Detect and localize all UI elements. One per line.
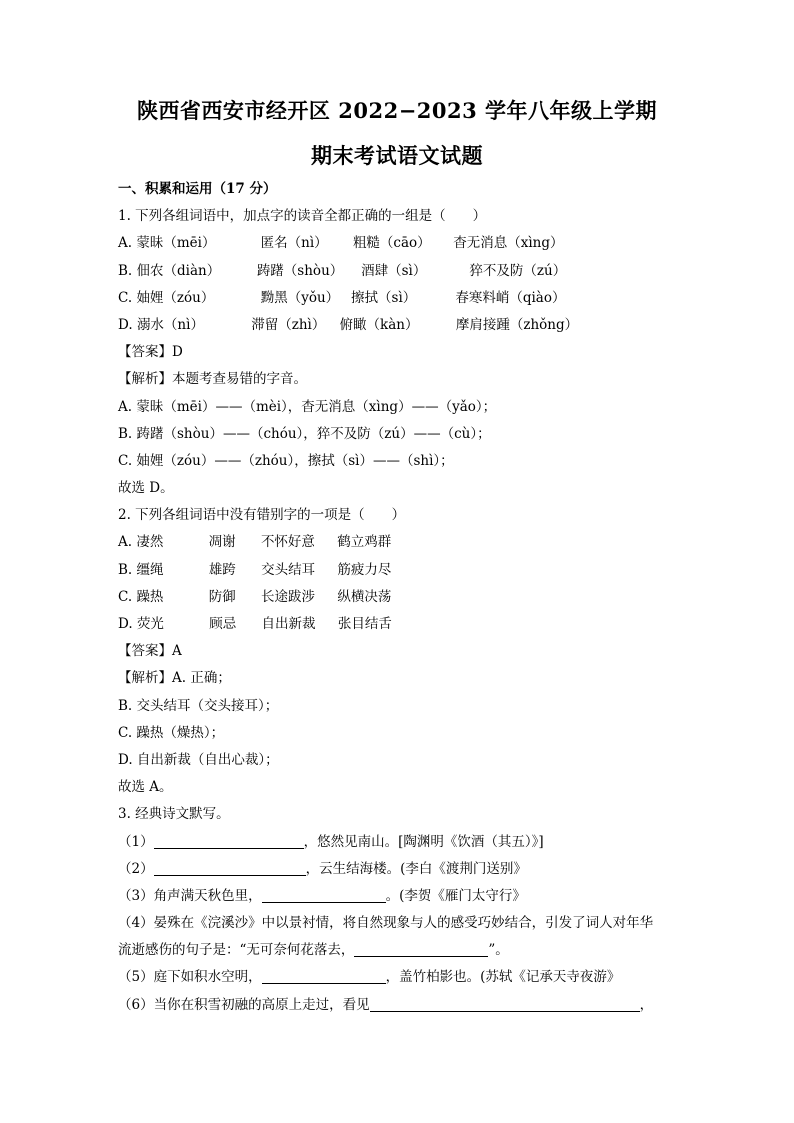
item-prefix: （2） (118, 860, 154, 877)
q2-analysis-line: 【解析】A. 正确； (118, 670, 231, 687)
q2-analysis-line: 故选 A。 (118, 779, 173, 796)
fill-blank[interactable] (370, 995, 640, 1012)
document-body (118, 176, 688, 1019)
option-word: 溺水（nì） (136, 316, 204, 333)
option-word: 筋疲力尽 (337, 561, 392, 578)
option-word: 妯娌（zóu） (136, 289, 215, 306)
option-word: 酒肆（sì） (361, 262, 427, 279)
item-prefix: （5）庭下如积水空明， (118, 969, 262, 986)
fill-blank[interactable] (262, 886, 386, 903)
option-label: A. (118, 534, 133, 551)
option-word: 佃农（diàn） (136, 262, 221, 279)
fill-blank[interactable] (262, 967, 386, 984)
question-2-stem: 2. 下列各组词语中没有错别字的一项是（ ） (118, 507, 406, 524)
q3-item-1 (118, 829, 688, 856)
fill-blank[interactable] (354, 940, 488, 957)
item-suffix: ，盖竹柏影也。(苏轼《记承天寺夜游》 (385, 969, 621, 986)
option-word: 顾忌 (209, 616, 237, 632)
q2-option-b (118, 557, 688, 584)
item-prefix: （4）晏殊在《浣溪沙》中以景衬情，将自然现象与人的感受巧妙结合，引发了词人对年华 (118, 915, 654, 932)
option-word: 杳无消息（xìng） (453, 235, 564, 252)
q1-analysis-line: C. 妯娌（zóu）——（zhóu），擦拭（sì）——（shì）； (118, 452, 454, 469)
option-word: 自出新裁 (261, 616, 316, 632)
option-word: 躁热 (136, 588, 164, 605)
q2-analysis-line: C. 躁热（燥热）； (118, 724, 225, 741)
q2-option-a (118, 529, 688, 556)
section-heading: 一、积累和运用（17 分） (118, 181, 277, 197)
option-label: B. (118, 262, 133, 279)
option-word: 凄然 (136, 534, 164, 551)
q1-analysis-line: A. 蒙昧（mēi）——（mèi），杳无消息（xìng）——（yǎo）； (118, 398, 497, 415)
option-word: 春寒料峭（qiào） (455, 289, 566, 306)
item-suffix: ”。 (488, 942, 509, 959)
option-word: 缰绳 (136, 561, 164, 578)
q1-option-a (118, 230, 688, 257)
item-suffix: ，悠然见南山。[陶渊明《饮酒（其五）》] (303, 833, 544, 850)
item-prefix: （6）当你在积雪初融的高原上走过，看见 (118, 996, 370, 1013)
option-word: 匿名（nì） (260, 235, 328, 252)
item-prefix: （3）角声满天秋色里， (118, 887, 262, 904)
item-suffix: 。(李贺《雁门太守行》 (385, 887, 526, 904)
question-3-stem: 3. 经典诗文默写。 (118, 806, 230, 823)
option-word: 俯瞰（kàn） (339, 316, 419, 333)
option-word: 猝不及防（zú） (469, 262, 567, 279)
q3-item-6 (118, 992, 688, 1019)
option-word: 荧光 (136, 616, 164, 632)
fill-blank[interactable] (154, 832, 304, 849)
option-word: 粗糙（cāo） (352, 235, 431, 252)
q1-option-b (118, 258, 688, 285)
option-word: 纵横决荡 (337, 588, 392, 605)
q1-option-d (118, 312, 688, 339)
q1-analysis-line: B. 踌躇（shòu）——（chóu），猝不及防（zú）——（cù）； (118, 425, 491, 442)
q2-analysis-line: D. 自出新裁（自出心裁）； (118, 751, 279, 768)
q1-analysis-line: 【解析】本题考查易错的字音。 (118, 371, 307, 388)
option-label: C. (118, 588, 133, 605)
q3-item-5 (118, 964, 688, 991)
q1-analysis-line: 故选 D。 (118, 480, 174, 497)
option-label: A. (118, 235, 133, 252)
option-word: 不怀好意 (260, 534, 315, 551)
question-1-stem: 1. 下列各组词语中，加点字的读音全都正确的一组是（ ） (118, 208, 487, 225)
option-label: B. (118, 561, 133, 578)
option-word: 交头结耳 (261, 561, 316, 578)
q1-answer: 【答案】D (118, 344, 183, 361)
option-word: 防御 (208, 588, 236, 605)
item-prefix: （1） (118, 833, 154, 850)
q2-option-d (118, 611, 688, 638)
option-word: 长途跋涉 (261, 588, 316, 605)
q3-item-2 (118, 856, 688, 883)
option-label: D. (118, 316, 133, 333)
q1-option-c (118, 285, 688, 312)
q2-analysis-line: B. 交头结耳（交头接耳）； (118, 697, 279, 714)
option-word: 雄跨 (208, 561, 236, 578)
option-word: 滞留（zhì） (251, 316, 326, 333)
fill-blank[interactable] (154, 859, 306, 876)
document-subtitle: 期末考试语文试题 (311, 143, 483, 168)
option-label: C. (118, 289, 133, 306)
q2-answer: 【答案】A (118, 643, 182, 660)
option-word: 蒙昧（mēi） (136, 235, 216, 252)
option-word: 张目结舌 (337, 616, 392, 632)
item-suffix: ，云生结海楼。(李白《渡荆门送别》 (305, 860, 527, 877)
option-word: 凋谢 (208, 534, 236, 551)
option-word: 踌躇（shòu） (256, 262, 344, 279)
q3-item-4-continued (118, 937, 688, 964)
q3-item-4 (118, 910, 688, 937)
q2-option-c (118, 584, 688, 611)
q3-item-3 (118, 883, 688, 910)
option-label: D. (118, 616, 133, 632)
document-title: 陕西省西安市经开区 2022−2023 学年八年级上学期 (136, 98, 658, 123)
option-word: 黝黑（yǒu） (260, 289, 340, 306)
option-word: 擦拭（sì） (351, 289, 417, 306)
item-prefix: 流逝感伤的句子是：“无可奈何花落去， (118, 942, 355, 959)
option-word: 鹤立鸡群 (337, 534, 392, 551)
option-word: 摩肩接踵（zhǒng） (455, 316, 579, 333)
item-suffix: ， (639, 996, 654, 1013)
